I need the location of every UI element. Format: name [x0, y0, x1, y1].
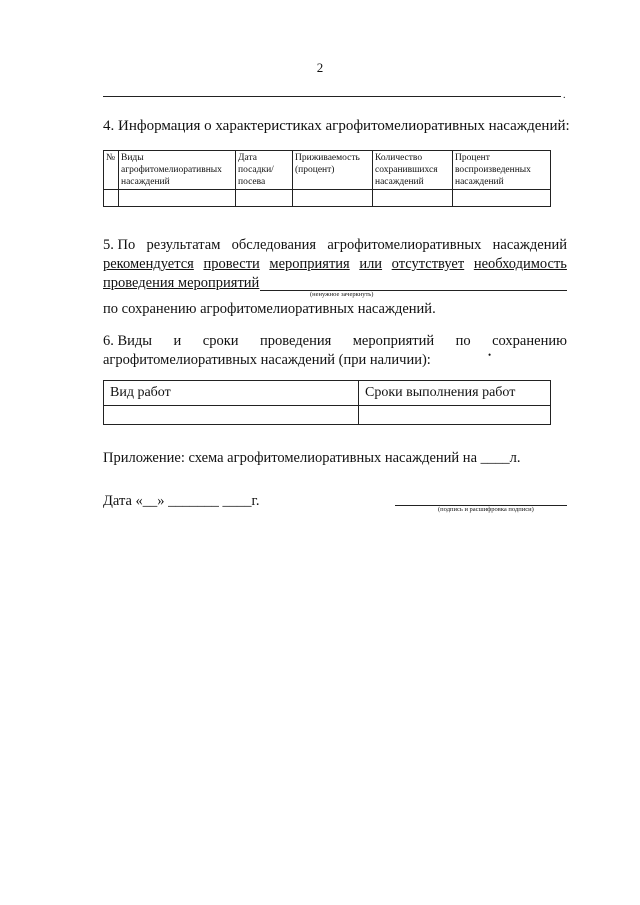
cell-reproduced[interactable]: [453, 190, 551, 207]
section6-dot: •: [488, 350, 492, 360]
section5-fill-line: [260, 290, 567, 291]
col-number: №: [104, 151, 119, 190]
section6-paragraph: [103, 332, 567, 370]
section5-line1: 5. По результатам обследования агрофитомелиоративных насаждений: [103, 237, 567, 253]
table-header-row: [104, 381, 551, 406]
appendix-line: Приложение: схема агрофитомелиоративных насаждений на ____л.: [103, 450, 521, 466]
cell-work-type[interactable]: [104, 406, 359, 425]
cell-number[interactable]: [104, 190, 119, 207]
section5-hint: (ненужное зачеркнуть): [310, 291, 374, 298]
header-rule: [103, 96, 561, 97]
cell-survival[interactable]: [293, 190, 373, 207]
table-row: [104, 190, 551, 207]
col-work-type: Вид работ: [104, 381, 359, 406]
section5-tail: по сохранению агрофитомелиоративных насаждений.: [103, 301, 436, 317]
col-preserved: Количество сохранившихся насаждений: [373, 151, 453, 190]
table-header-row: [104, 151, 551, 190]
header-dot: .: [563, 90, 566, 101]
col-deadlines: Сроки выполнения работ: [359, 381, 551, 406]
section5-line2: рекомендуется провести мероприятия или отсутствует необходимость: [103, 256, 567, 272]
cell-species[interactable]: [119, 190, 236, 207]
section5-paragraph: [103, 236, 567, 293]
cell-deadlines[interactable]: [359, 406, 551, 425]
table-row: [104, 406, 551, 425]
col-species: Виды агрофитомелиоративных насаждений: [119, 151, 236, 190]
section6-line2: агрофитомелиоративных насаждений (при наличии):: [103, 352, 431, 368]
characteristics-table: [103, 150, 551, 207]
cell-preserved[interactable]: [373, 190, 453, 207]
col-survival: Приживаемость (процент): [293, 151, 373, 190]
cell-planting-date[interactable]: [236, 190, 293, 207]
col-planting-date: Дата посадки/ посева: [236, 151, 293, 190]
section6-line1: 6. Виды и сроки проведения мероприятий по сохранению: [103, 333, 567, 349]
section4-heading: 4. Информация о характеристиках агрофитомелиоративных насаждений:: [103, 118, 570, 134]
signature-hint: (подпись и расшифровка подписи): [438, 506, 534, 513]
section5-line3: проведения мероприятий: [103, 275, 260, 291]
date-line: Дата «__» _______ ____г.: [103, 493, 260, 509]
page-number: 2: [316, 60, 324, 75]
works-table: [103, 380, 551, 425]
col-reproduced: Процент воспроизведенных насаждений: [453, 151, 551, 190]
